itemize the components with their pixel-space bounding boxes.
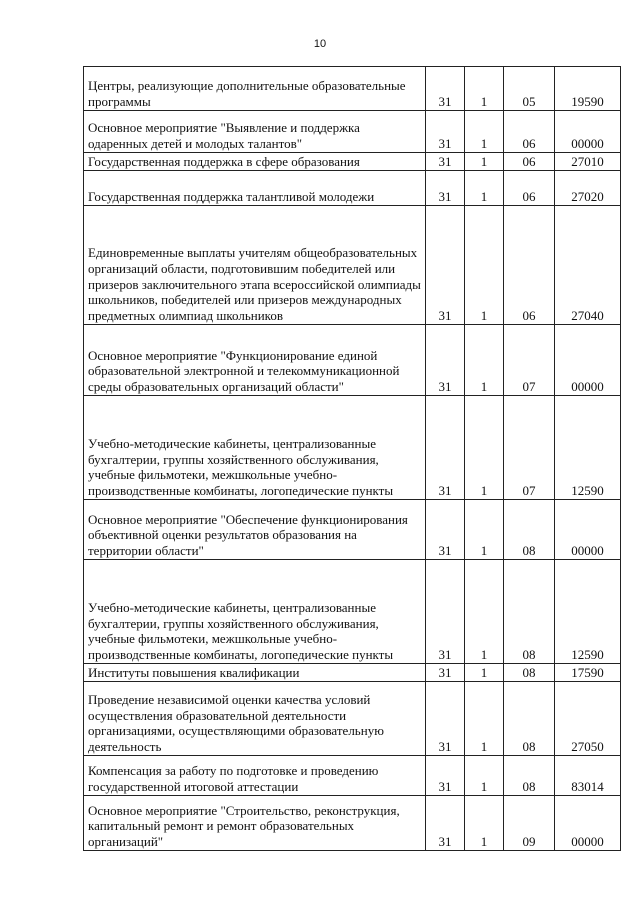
row-code-1: 31 bbox=[426, 111, 465, 153]
row-code-3: 09 bbox=[504, 796, 555, 851]
row-name: Учебно-методические кабинеты, централизованные бухгалтерии, группы хозяйственного обслуживания, учебные фильмотеки, межшкольные учебно-производственные комбинаты, логопедические пункты bbox=[84, 560, 426, 664]
table-row bbox=[84, 111, 621, 153]
row-code-4: 00000 bbox=[555, 111, 621, 153]
row-code-4: 00000 bbox=[555, 796, 621, 851]
row-code-4: 27040 bbox=[555, 206, 621, 325]
row-name: Институты повышения квалификации bbox=[84, 664, 426, 682]
row-code-2: 1 bbox=[465, 560, 504, 664]
table-row bbox=[84, 206, 621, 325]
row-code-4: 27010 bbox=[555, 153, 621, 171]
row-code-2: 1 bbox=[465, 756, 504, 796]
table-row bbox=[84, 756, 621, 796]
row-name: Основное мероприятие "Выявление и поддержка одаренных детей и молодых талантов" bbox=[84, 111, 426, 153]
table-row bbox=[84, 325, 621, 396]
row-code-1: 31 bbox=[426, 796, 465, 851]
row-name: Единовременные выплаты учителям общеобразовательных организаций области, подготовившим победителей или призеров заключительного этапа всероссийской олимпиады школьников, победителей или призеров международных предметных олимпиад школьников bbox=[84, 206, 426, 325]
row-code-3: 06 bbox=[504, 111, 555, 153]
table-row bbox=[84, 664, 621, 682]
row-code-1: 31 bbox=[426, 560, 465, 664]
row-code-1: 31 bbox=[426, 396, 465, 500]
row-name: Государственная поддержка талантливой молодежи bbox=[84, 171, 426, 206]
row-code-1: 31 bbox=[426, 325, 465, 396]
row-code-3: 07 bbox=[504, 325, 555, 396]
row-code-2: 1 bbox=[465, 796, 504, 851]
row-code-2: 1 bbox=[465, 111, 504, 153]
row-name: Основное мероприятие "Функционирование единой образовательной электронной и телекоммуникационной среды образовательных организаций области" bbox=[84, 325, 426, 396]
row-code-1: 31 bbox=[426, 664, 465, 682]
row-name: Государственная поддержка в сфере образования bbox=[84, 153, 426, 171]
row-name: Учебно-методические кабинеты, централизованные бухгалтерии, группы хозяйственного обслуживания, учебные фильмотеки, межшкольные учебно-производственные комбинаты, логопедические пункты bbox=[84, 396, 426, 500]
row-code-1: 31 bbox=[426, 206, 465, 325]
table-row bbox=[84, 396, 621, 500]
table-row bbox=[84, 67, 621, 111]
row-code-1: 31 bbox=[426, 756, 465, 796]
row-name: Центры, реализующие дополнительные образовательные программы bbox=[84, 67, 426, 111]
row-code-3: 06 bbox=[504, 171, 555, 206]
table-row bbox=[84, 153, 621, 171]
row-code-2: 1 bbox=[465, 67, 504, 111]
row-code-2: 1 bbox=[465, 682, 504, 756]
row-name: Основное мероприятие "Строительство, реконструкция, капитальный ремонт и ремонт образовательных организаций" bbox=[84, 796, 426, 851]
row-code-4: 27050 bbox=[555, 682, 621, 756]
row-code-1: 31 bbox=[426, 153, 465, 171]
row-code-3: 08 bbox=[504, 756, 555, 796]
row-code-3: 06 bbox=[504, 153, 555, 171]
row-code-3: 08 bbox=[504, 560, 555, 664]
row-code-4: 83014 bbox=[555, 756, 621, 796]
row-code-2: 1 bbox=[465, 325, 504, 396]
row-code-3: 06 bbox=[504, 206, 555, 325]
row-code-4: 12590 bbox=[555, 396, 621, 500]
row-code-2: 1 bbox=[465, 206, 504, 325]
row-code-4: 00000 bbox=[555, 500, 621, 560]
table-row bbox=[84, 682, 621, 756]
row-code-4: 12590 bbox=[555, 560, 621, 664]
row-code-4: 00000 bbox=[555, 325, 621, 396]
row-name: Основное мероприятие "Обеспечение функционирования объективной оценки результатов образования на территории области" bbox=[84, 500, 426, 560]
row-code-1: 31 bbox=[426, 67, 465, 111]
row-code-3: 05 bbox=[504, 67, 555, 111]
row-code-2: 1 bbox=[465, 171, 504, 206]
row-code-4: 27020 bbox=[555, 171, 621, 206]
page-number: 10 bbox=[313, 38, 327, 50]
row-code-1: 31 bbox=[426, 171, 465, 206]
row-code-4: 19590 bbox=[555, 67, 621, 111]
table-row bbox=[84, 171, 621, 206]
table-row bbox=[84, 796, 621, 851]
row-code-2: 1 bbox=[465, 664, 504, 682]
row-code-2: 1 bbox=[465, 153, 504, 171]
row-code-1: 31 bbox=[426, 500, 465, 560]
row-code-3: 07 bbox=[504, 396, 555, 500]
row-code-4: 17590 bbox=[555, 664, 621, 682]
row-name: Проведение независимой оценки качества условий осуществления образовательной деятельности организациями, осуществляющими образовательную деятельность bbox=[84, 682, 426, 756]
row-code-3: 08 bbox=[504, 664, 555, 682]
row-code-2: 1 bbox=[465, 396, 504, 500]
row-code-2: 1 bbox=[465, 500, 504, 560]
table-row bbox=[84, 560, 621, 664]
table-row bbox=[84, 500, 621, 560]
row-code-1: 31 bbox=[426, 682, 465, 756]
budget-table bbox=[83, 66, 621, 851]
row-code-3: 08 bbox=[504, 682, 555, 756]
row-name: Компенсация за работу по подготовке и проведению государственной итоговой аттестации bbox=[84, 756, 426, 796]
row-code-3: 08 bbox=[504, 500, 555, 560]
